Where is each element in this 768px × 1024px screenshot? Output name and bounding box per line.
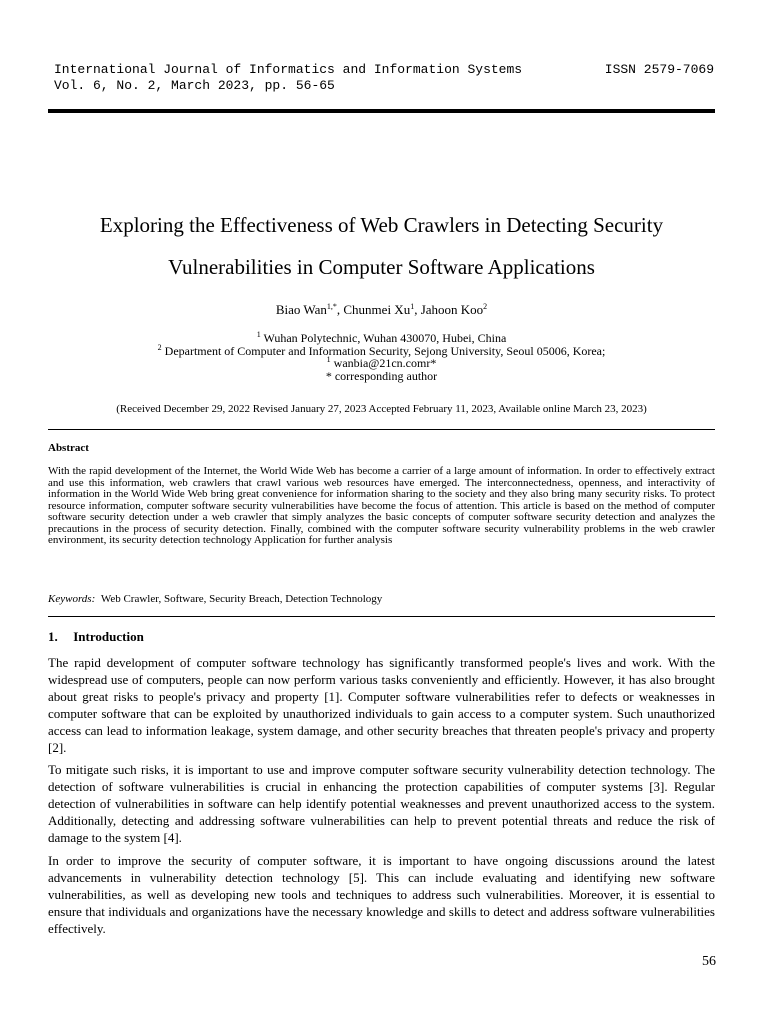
affil-text: Department of Computer and Information Security, Sejong University, Seoul 05006, Korea; (164, 343, 606, 358)
author-name: Biao Wan (275, 302, 327, 317)
author-affil-mark: 2 (483, 302, 488, 311)
affiliations (48, 332, 715, 382)
header-rule (48, 109, 715, 113)
corresponding-author-note: * corresponding author (325, 368, 438, 383)
journal-name: International Journal of Informatics and Information Systems (54, 62, 523, 77)
title-line-1: Exploring the Effectiveness of Web Crawlers in Detecting Security (99, 213, 664, 237)
author-list (48, 302, 715, 318)
author-separator: , (336, 302, 344, 317)
intro-paragraph-3: In order to improve the security of computer software, it is important to have ongoing discussions around the latest advancements in vulnerability detection technology [5]. This can include evaluating and identifying new software vulnerabilities, as well as developing new tools and techniques to address such vulnerabilities. Moreover, it is essential to ensure that individuals and organizations have the necessary knowledge and skills to detect and address software vulnerabilities effectively. (48, 853, 715, 936)
received-dates: (Received December 29, 2022 Revised January 27, 2023 Accepted February 11, 2023, Available online March 23, 2023) (116, 403, 647, 415)
author-name: Jahoon Koo (420, 302, 484, 317)
email-line (48, 357, 715, 370)
author-separator: , (414, 302, 421, 317)
keywords-label: Keywords: (48, 593, 96, 605)
author-affil-mark: 1,* (326, 302, 337, 311)
intro-paragraph-2: To mitigate such risks, it is important to use and improve computer software security vulnerability detection technology. The detection of software vulnerabilities is crucial in enhancing the protection capabilities of computer systems [3]. Regular detection of vulnerabilities in software can help identify potential weaknesses and prevent unauthorized access to the system. Additionally, detecting and addressing software vulnerabilities can help to prevent potential threats and reduce the risk of damage to the system [4]. (48, 762, 715, 845)
affil-mark: 1 (256, 330, 261, 339)
abstract-heading: Abstract (48, 442, 89, 454)
title-line-2: Vulnerabilities in Computer Software Applications (168, 255, 595, 279)
keywords (48, 593, 382, 605)
intro-paragraph-1: The rapid development of computer software technology has significantly transformed people's lives and work. With the widespread use of computers, people can now perform various tasks conveniently and efficiently. However, it has also brought about great risks to people's privacy and property [1]. Computer software vulnerabilities refer to defects or weaknesses in computer software that can be exploited by unauthorized individuals to gain access to a computer system. Such unauthorized access can lead to information leakage, system damage, and other security breaches that threaten people's privacy and property [2]. (48, 655, 715, 755)
author-name: Chunmei Xu (343, 302, 411, 317)
keywords-text: Web Crawler, Software, Security Breach, Detection Technology (100, 593, 383, 605)
affil-mark: 2 (157, 342, 162, 352)
affil-text: Wuhan Polytechnic, Wuhan 430070, Hubei, China (263, 331, 507, 345)
paper-title (48, 204, 715, 288)
section-number: 1. (48, 629, 58, 644)
abstract-text: With the rapid development of the Internet, the World Wide Web has become a carrier of a large amount of information. In order to effectively extract and use this information, web crawlers that crawl various web resources have emerged. The interconnectedness, openness, and interactivity of information in the World Wide Web bring great convenience for information sharing to the society and they also bring many security risks. To protect resource information, computer software security vulnerabilities have become the focus of attention. This article is based on the method of computer software security detection under a web crawler that simply analyzes the basic concepts of computer software security detection and analyzes the precautions in the process of security detection. Finally, combined with the computer software security vulnerability problems in the web crawler environment, its security detection technology Application for further analysis (48, 465, 715, 546)
issn: ISSN 2579-7069 (604, 62, 714, 77)
abstract-bottom-rule (48, 616, 715, 617)
affil-mark: 1 (326, 355, 331, 364)
section-title: Introduction (73, 629, 144, 644)
abstract-top-rule (48, 429, 715, 430)
author-affil-mark: 1 (410, 302, 415, 311)
page-number: 56 (702, 954, 716, 969)
running-header (54, 62, 714, 94)
volume-info: Vol. 6, No. 2, March 2023, pp. 56-65 (54, 78, 335, 93)
email-link[interactable]: wanbia@21cn.comr* (333, 356, 437, 370)
section-heading-introduction (48, 629, 144, 645)
